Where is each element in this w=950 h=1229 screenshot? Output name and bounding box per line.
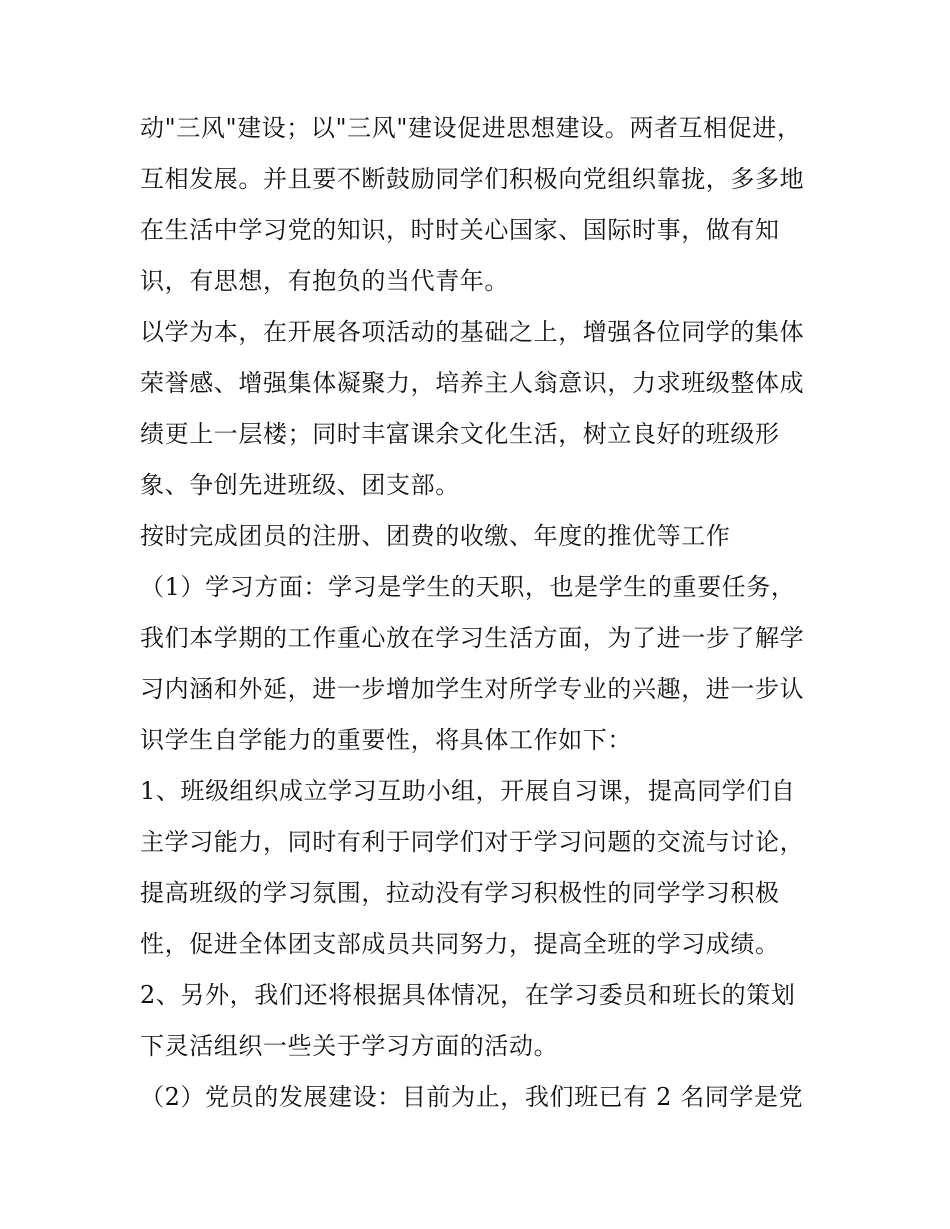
text-line: 荣誉感、增强集体凝聚力，培养主人翁意识，力求班级整体成	[140, 369, 805, 397]
text-line: 习内涵和外延，进一步增加学生对所学专业的兴趣，进一步认	[140, 675, 805, 703]
text-line: 主学习能力，同时有利于同学们对于学习问题的交流与讨论，	[140, 828, 805, 856]
text-line: 我们本学期的工作重心放在学习生活方面，为了进一步了解学	[140, 624, 805, 652]
text-line: 性，促进全体团支部成员共同努力，提高全班的学习成绩。	[140, 930, 780, 958]
text-line: 下灵活组织一些关于学习方面的活动。	[140, 1032, 559, 1060]
text-line: 以学为本，在开展各项活动的基础之上，增强各位同学的集体	[140, 318, 805, 346]
text-line: （2）党员的发展建设：目前为止，我们班已有 2 名同学是党	[140, 1083, 804, 1111]
document-body	[140, 103, 820, 1123]
text-line: 识学生自学能力的重要性，将具体工作如下：	[140, 726, 632, 754]
text-line: 提高班级的学习氛围，拉动没有学习积极性的同学学习积极	[140, 879, 780, 907]
text-line: 绩更上一层楼；同时丰富课余文化生活，树立良好的班级形	[140, 420, 780, 448]
text-line: 1、班级组织成立学习互助小组，开展自习课，提高同学们自	[140, 777, 796, 805]
text-line: 按时完成团员的注册、团费的收缴、年度的推优等工作	[140, 522, 731, 550]
text-line: 2、另外，我们还将根据具体情况，在学习委员和班长的策划	[140, 981, 796, 1009]
text-line: 识，有思想，有抱负的当代青年。	[140, 267, 509, 295]
text-line: （1）学习方面：学习是学生的天职，也是学生的重要任务，	[140, 573, 796, 601]
text-line: 动"三风"建设；以"三风"建设促进思想建设。两者互相促进，	[140, 114, 802, 142]
text-line: 互相发展。并且要不断鼓励同学们积极向党组织靠拢，多多地	[140, 165, 805, 193]
text-line: 象、争创先进班级、团支部。	[140, 471, 460, 499]
text-line: 在生活中学习党的知识，时时关心国家、国际时事，做有知	[140, 216, 780, 244]
